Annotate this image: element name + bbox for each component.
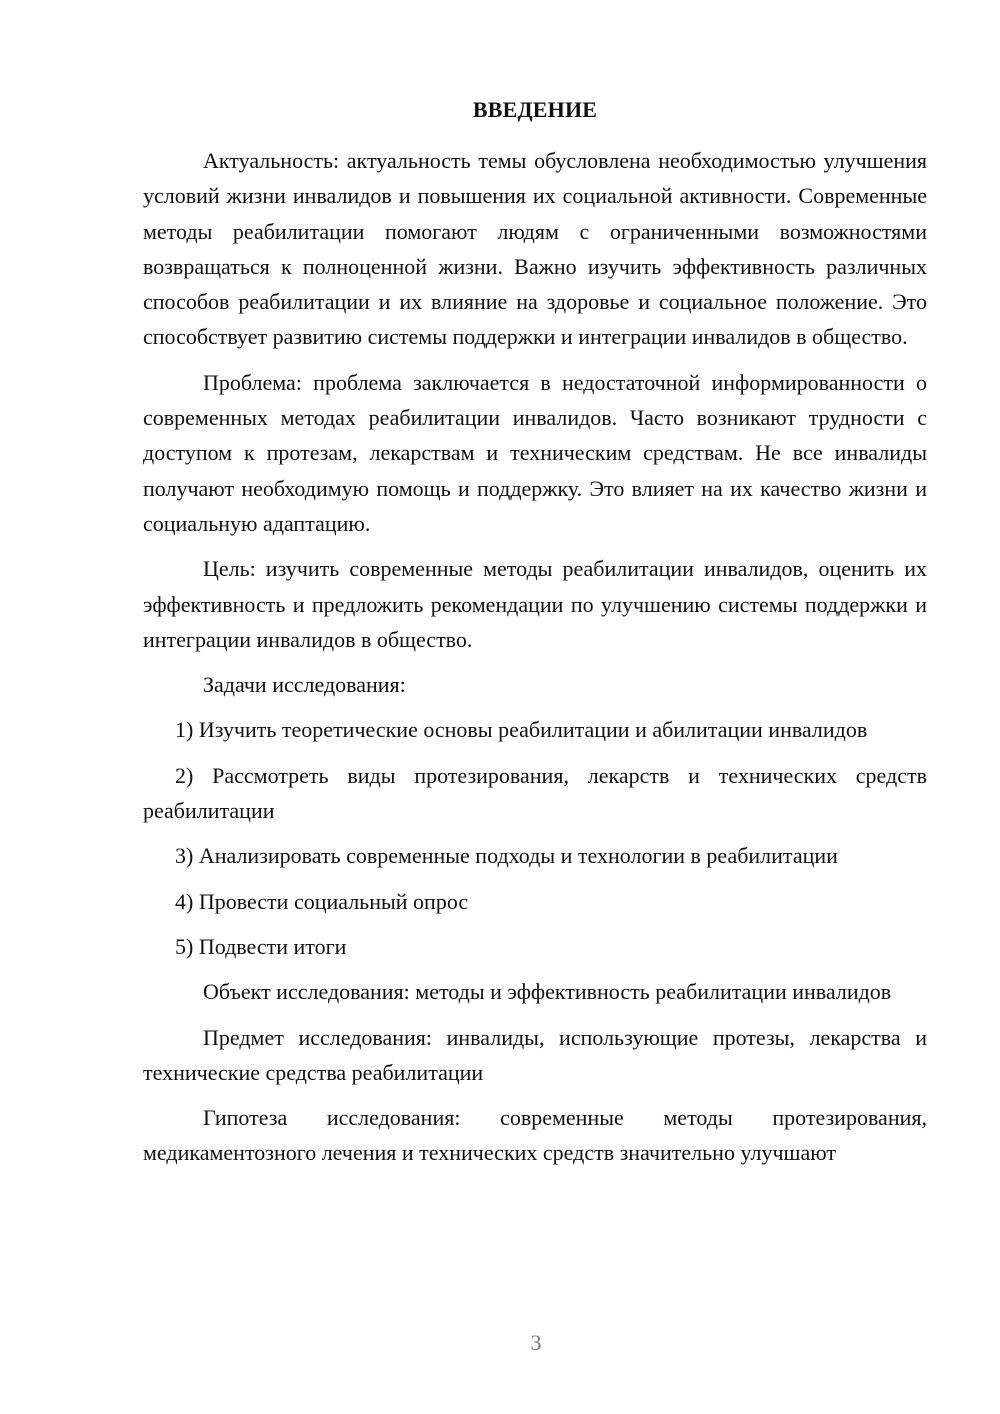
goal-paragraph: Цель: изучить современные методы реабилитации инвалидов, оценить их эффективность и предложить рекомендации по улучшению системы поддержки и интеграции инвалидов в общество. bbox=[143, 556, 927, 652]
problem-paragraph: Проблема: проблема заключается в недостаточной информированности о современных методах реабилитации инвалидов. Часто возникают трудности с доступом к протезам, лекарствам и техническим средствам. Не все инвалиды получают необходимую помощь и поддержку. Это влияет на их качество жизни и социальную адаптацию. bbox=[143, 369, 927, 536]
task-item-3: 3) Анализировать современные подходы и технологии в реабилитации bbox=[175, 843, 838, 869]
task-item-1: 1) Изучить теоретические основы реабилитации и абилитации инвалидов bbox=[175, 717, 868, 743]
page-number: 3 bbox=[530, 1330, 542, 1355]
hypothesis-paragraph: Гипотеза исследования: современные методы протезирования, медикаментозного лечения и технических средств значительно улучшают bbox=[143, 1105, 927, 1166]
relevance-paragraph: Актуальность: актуальность темы обусловлена необходимостью улучшения условий жизни инвалидов и повышения их социальной активности. Современные методы реабилитации помогают людям с ограниченными возможностями возвращаться к полноценной жизни. Важно изучить эффективность различных способов реабилитации и их влияние на здоровье и социальное положение. Это способствует развитию системы поддержки и интеграции инвалидов в общество. bbox=[143, 148, 927, 350]
tasks-list bbox=[143, 712, 927, 964]
subject-paragraph: Предмет исследования: инвалиды, использующие протезы, лекарства и технические средства реабилитации bbox=[143, 1024, 927, 1085]
tasks-heading: Задачи исследования: bbox=[203, 672, 406, 698]
object-paragraph: Объект исследования: методы и эффективность реабилитации инвалидов bbox=[203, 979, 892, 1005]
task-item-4: 4) Провести социальный опрос bbox=[175, 888, 469, 914]
section-title: ВВЕДЕНИЕ bbox=[472, 97, 598, 122]
task-item-5: 5) Подвести итоги bbox=[175, 933, 347, 959]
task-item-2: 2) Рассмотреть виды протезирования, лекарств и технических средств реабилитации bbox=[143, 762, 927, 824]
document-page bbox=[143, 92, 927, 1181]
